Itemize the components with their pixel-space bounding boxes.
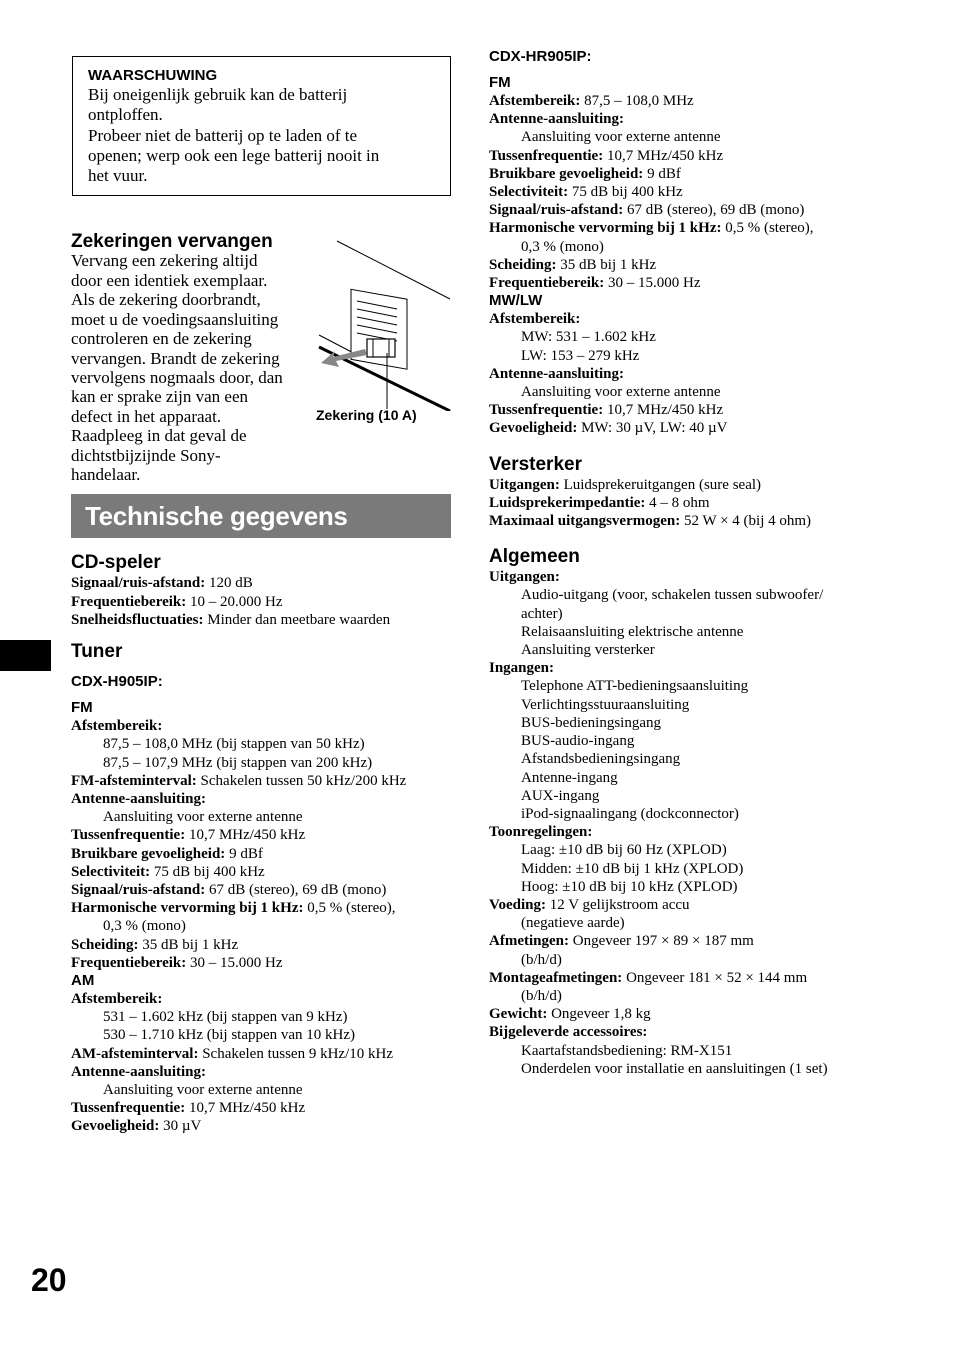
spec-value: 530 – 1.710 kHz (bij stappen van 10 kHz) — [103, 1027, 356, 1044]
page-number: 20 — [31, 1262, 67, 1298]
spec-value: (b/h/d) — [521, 951, 562, 968]
amplifier-section — [489, 454, 889, 531]
fuse-section — [71, 231, 451, 484]
spec-row: Scheiding: 35 dB bij 1 kHz — [71, 936, 239, 953]
spec-row: Tussenfrequentie: 10,7 MHz/450 kHz — [71, 827, 306, 844]
spec-label: Antenne-aansluiting: — [489, 111, 625, 128]
spec-row: Signaal/ruis-afstand: 120 dB — [71, 575, 253, 592]
fuse-text-line: controleren en de zekering — [71, 329, 252, 349]
spec-value: Aansluiting voor externe antenne — [103, 1081, 303, 1098]
fuse-text-line: vervolgens nogmaals door, dan — [71, 367, 283, 387]
warning-line: openen; werp ook een lege batterij nooit in — [88, 145, 380, 165]
fuse-figure-label: Zekering (10 A) — [316, 407, 417, 424]
spec-row: Frequentiebereik: 30 – 15.000 Hz — [71, 954, 283, 971]
spec-value: Audio-uitgang (voor, schakelen tussen subwoofer/ — [521, 587, 824, 604]
spec-label: Toonregelingen: — [489, 824, 593, 841]
fuse-text-line: Als de zekering doorbrandt, — [71, 290, 261, 310]
spec-label: Uitgangen: — [489, 569, 560, 586]
fuse-heading: Zekeringen vervangen — [71, 231, 273, 253]
spec-row: Afstembereik: 87,5 – 108,0 MHz — [489, 93, 694, 109]
spec-label: Bijgeleverde accessoires: — [489, 1024, 648, 1041]
spec-value: LW: 153 – 279 kHz — [521, 347, 640, 364]
spec-row: Tussenfrequentie: 10,7 MHz/450 kHz — [71, 1100, 306, 1117]
fuse-text-line: defect in het apparaat. — [71, 406, 222, 426]
fuse-text-line: moet u de voedingsaansluiting — [71, 309, 279, 329]
fuse-text-line: door een identiek exemplaar. — [71, 270, 268, 290]
warning-line: ontploffen. — [88, 105, 163, 125]
fuse-text-line: Raadpleeg in dat geval de — [71, 426, 247, 446]
spec-row: Gevoeligheid: MW: 30 µV, LW: 40 µV — [489, 420, 728, 437]
spec-value: achter) — [521, 605, 563, 622]
spec-value: BUS-bedieningsingang — [521, 714, 661, 731]
spec-row: Maximaal uitgangsvermogen: 52 W × 4 (bij 4 ohm) — [489, 513, 812, 530]
warning-title: WAARSCHUWING — [88, 67, 218, 84]
spec-row: AM-afsteminterval: Schakelen tussen 9 kHz/10 kHz — [71, 1045, 393, 1062]
warning-line: het vuur. — [88, 166, 148, 186]
spec-value: Midden: ±10 dB bij 1 kHz (XPLOD) — [521, 860, 744, 877]
spec-label: Antenne-aansluiting: — [71, 1063, 207, 1080]
spec-label: Antenne-aansluiting: — [71, 790, 207, 807]
spec-row: Gewicht: Ongeveer 1,8 kg — [489, 1006, 651, 1023]
spec-value: Afstandsbedieningsingang — [521, 751, 681, 768]
fm-heading: FM — [71, 699, 93, 717]
spec-row: Luidsprekerimpedantie: 4 – 8 ohm — [489, 494, 710, 511]
spec-label: Afstembereik: — [489, 311, 581, 328]
spec-row: Frequentiebereik: 10 – 20.000 Hz — [71, 593, 283, 610]
spec-value: Relaisaansluiting elektrische antenne — [521, 623, 744, 640]
spec-value: (b/h/d) — [521, 987, 562, 1004]
am-heading: AM — [71, 971, 95, 989]
spec-row: Selectiviteit: 75 dB bij 400 kHz — [71, 863, 265, 880]
general-heading: Algemeen — [489, 546, 580, 568]
spec-row: Selectiviteit: 75 dB bij 400 kHz — [489, 184, 683, 201]
spec-row: Bruikbare gevoeligheid: 9 dBf — [71, 845, 263, 862]
spec-value: Aansluiting voor externe antenne — [521, 384, 721, 401]
fuse-text-line: Vervang een zekering altijd — [71, 251, 258, 271]
warning-line: Probeer niet de batterij op te laden of te — [88, 125, 358, 145]
fuse-text-line: handelaar. — [71, 464, 141, 484]
spec-label: Afstembereik: — [71, 718, 163, 735]
warning-box — [72, 56, 451, 196]
spec-row: Harmonische vervorming bij 1 kHz: 0,5 % (stereo), — [71, 900, 396, 917]
spec-value: Onderdelen voor installatie en aansluitingen (1 set) — [521, 1060, 828, 1077]
spec-value: (negatieve aarde) — [521, 915, 625, 932]
spec-row: Voeding: 12 V gelijkstroom accu — [489, 896, 690, 913]
spec-row: Gevoeligheid: 30 µV — [71, 1118, 202, 1135]
spec-value: Verlichtingsstuuraansluiting — [521, 696, 690, 713]
spec-value: Hoog: ±10 dB bij 10 kHz (XPLOD) — [521, 878, 738, 895]
spec-value: Aansluiting voor externe antenne — [103, 809, 303, 826]
spec-value: MW: 531 – 1.602 kHz — [521, 329, 656, 346]
spec-value: Laag: ±10 dB bij 60 Hz (XPLOD) — [521, 842, 727, 859]
model-heading: CDX-H905IP: — [71, 673, 163, 691]
spec-value: Antenne-ingang — [521, 769, 618, 786]
spec-value: Kaartafstandsbediening: RM-X151 — [521, 1042, 733, 1059]
tuner-heading: Tuner — [71, 641, 123, 663]
spec-value: 0,3 % (mono) — [521, 238, 604, 255]
amplifier-heading: Versterker — [489, 453, 582, 475]
spec-row: Snelheidsfluctuaties: Minder dan meetbare waarden — [71, 611, 391, 628]
spec-label: Afstembereik: — [71, 990, 163, 1007]
spec-row: Tussenfrequentie: 10,7 MHz/450 kHz — [489, 402, 724, 419]
model-heading: CDX-HR905IP: — [489, 48, 592, 65]
spec-value: 0,3 % (mono) — [103, 918, 186, 935]
cd-section — [71, 552, 451, 629]
spec-value: AUX-ingang — [521, 787, 600, 804]
spec-row: Scheiding: 35 dB bij 1 kHz — [489, 256, 657, 273]
right-column — [489, 48, 889, 1078]
fuse-text-line: vervangen. Brandt de zekering — [71, 348, 280, 368]
spec-value: 531 – 1.602 kHz (bij stappen van 9 kHz) — [103, 1009, 348, 1026]
spec-value: 87,5 – 108,0 MHz (bij stappen van 50 kHz) — [103, 736, 365, 753]
spec-value: Telephone ATT-bedieningsaansluiting — [521, 678, 749, 695]
spec-row: Bruikbare gevoeligheid: 9 dBf — [489, 165, 681, 182]
spec-row: Tussenfrequentie: 10,7 MHz/450 kHz — [489, 147, 724, 164]
section-tab-marker — [0, 640, 51, 671]
fuse-text-line: dichtstbijzijnde Sony- — [71, 445, 221, 465]
fuse-text-line: kan er sprake zijn van een — [71, 387, 248, 407]
general-section — [489, 546, 889, 1078]
spec-row: Afmetingen: Ongeveer 197 × 89 × 187 mm — [489, 933, 754, 950]
fuse-illustration — [315, 231, 455, 411]
left-column — [71, 56, 451, 1136]
warning-line: Bij oneigenlijk gebruik kan de batterij — [88, 85, 348, 104]
spec-value: iPod-signaalingang (dockconnector) — [521, 805, 739, 822]
section-banner: Technische gegevens — [71, 494, 451, 538]
spec-row: Montageafmetingen: Ongeveer 181 × 52 × 144 mm — [489, 969, 808, 986]
spec-value: Aansluiting voor externe antenne — [521, 129, 721, 146]
spec-row: Uitgangen: Luidsprekeruitgangen (sure seal) — [489, 476, 762, 493]
spec-label: Ingangen: — [489, 660, 555, 677]
fm-heading: FM — [489, 74, 511, 91]
spec-row: Harmonische vervorming bij 1 kHz: 0,5 % (stereo), — [489, 220, 814, 237]
mwlw-heading: MW/LW — [489, 292, 543, 310]
spec-row: Signaal/ruis-afstand: 67 dB (stereo), 69 dB (mono) — [71, 881, 387, 898]
spec-row: Signaal/ruis-afstand: 67 dB (stereo), 69 dB (mono) — [489, 202, 805, 219]
spec-label: Antenne-aansluiting: — [489, 365, 625, 382]
spec-row: FM-afsteminterval: Schakelen tussen 50 kHz/200 kHz — [71, 772, 407, 789]
tuner-section — [71, 641, 451, 1135]
spec-value: Aansluiting versterker — [521, 642, 655, 659]
spec-value: BUS-audio-ingang — [521, 733, 635, 750]
spec-value: 87,5 – 107,9 MHz (bij stappen van 200 kHz) — [103, 754, 373, 771]
spec-row: Frequentiebereik: 30 – 15.000 Hz — [489, 275, 701, 292]
cd-heading: CD-speler — [71, 552, 161, 574]
